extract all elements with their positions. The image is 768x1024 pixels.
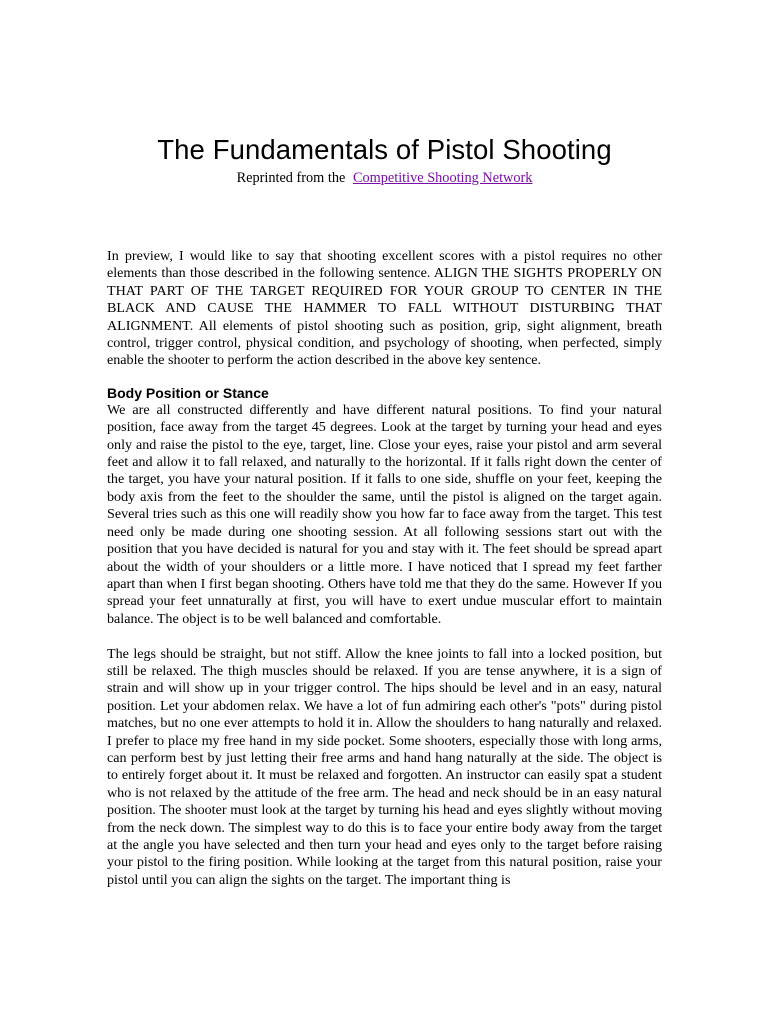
document-body [107,248,662,889]
competitive-shooting-network-link[interactable]: Competitive Shooting Network [352,170,533,186]
intro-paragraph: In preview, I would like to say that shooting excellent scores with a pistol requires no other elements than those described in the following sentence. ALIGN THE SIGHTS PROPERLY ON THAT PART OF THE TARGET REQUIRED FOR YOUR GROUP TO CENTER IN THE BLACK AND CAUSE THE HAMMER TO FALL WITHOUT DISTURBING THAT ALIGNMENT. All elements of pistol shooting such as position, grip, sight alignment, breath control, trigger control, physical condition, and psychology of shooting, when perfected, simply enable the shooter to perform the action described in the above key sentence. [107,248,662,369]
stance-paragraph-2: The legs should be straight, but not stiff. Allow the knee joints to fall into a locked position, but still be relaxed. The thigh muscles should be relaxed. If you are tense anywhere, it is a sign of strain and will show up in your trigger control. The hips should be level and in an easy, natural position. Let your abdomen relax. We have a lot of fun admiring each other's "pots" during pistol matches, but no one ever attempts to hold it in. Allow the shoulders to hang naturally and relaxed. I prefer to place my free hand in my side pocket. Some shooters, especially those with long arms, can perform best by just letting their free arms and hand hang naturally at the side. The object is to entirely forget about it. It must be relaxed and forgotten. An instructor can easily spat a student who is not relaxed by the attitude of the free arm. The head and neck should be in an easy natural position. The shooter must look at the target by turning his head and eyes slightly without moving from the neck down. The simplest way to do this is to face your entire body away from the target at the angle you have selected and then turn your head and eyes only to the target before raising your pistol to the firing position. While looking at the target from this natural position, raise your pistol until you can align the sights on the target. The important thing is [107,645,662,888]
page-title: The Fundamentals of Pistol Shooting [157,134,612,165]
section-heading-stance: Body Position or Stance [107,384,269,401]
stance-paragraph-1: We are all constructed differently and have different natural positions. To find your natural position, face away from the target 45 degrees. Look at the target by turning your head and eyes only and raise the pistol to the eye, target, line. Close your eyes, raise your pistol and arm several feet and allow it to fall relaxed, and naturally to the horizontal. If it falls right down the center of the target, you have your natural position. If it falls to one side, shuffle on your feet, keeping the body axis from the feet to the shoulder the same, until the pistol is aligned on the target again. Several tries such as this one will readily show you how far to face away from the target. This test need only be made during one shooting session. At all following sessions start out with the position that you have decided is natural for you and stay with it. The feet should be spread apart about the width of your shoulders or a little more. I have noticed that I spread my feet farther apart than when I first began shooting. Others have told me that they do the same. However If you spread your feet unnaturally at first, you will have to exert undue muscular effort to maintain balance. The object is to be well balanced and comfortable. [107,401,662,627]
reprint-prefix: Reprinted from the [236,170,346,186]
reprint-line [107,170,662,187]
